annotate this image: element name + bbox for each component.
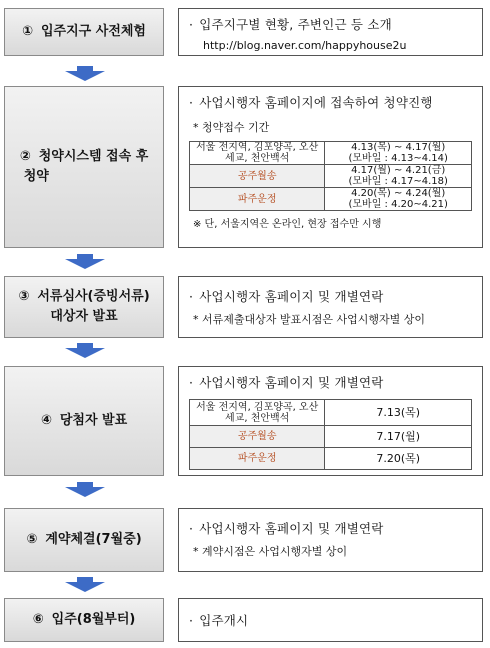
step-6-desc-line: 입주개시 (199, 613, 249, 628)
mobile-date-range: (모바일 : 4.20~4.21) (348, 199, 448, 210)
table-row (190, 400, 472, 426)
step-5-title: 계약체결(7월중) (45, 532, 142, 547)
step-2-number: ② (19, 149, 31, 164)
region-cell: 공주월송 (190, 426, 325, 448)
step-2-description (178, 86, 483, 248)
step-6-title: 입주(8월부터) (51, 612, 136, 627)
date-cell: 7.17(월) (325, 426, 472, 448)
region-cell: 공주월송 (190, 165, 325, 188)
bullet: · (189, 375, 194, 390)
date-cell: 7.20(목) (325, 448, 472, 470)
date-cell (325, 165, 472, 188)
step-4-description (178, 366, 483, 476)
bullet: · (189, 95, 194, 110)
arrow-down-icon (65, 582, 105, 592)
step-3-desc-line: 사업시행자 홈페이지 및 개별연락 (199, 289, 384, 304)
blog-url: http://blog.naver.com/happyhouse2u (203, 39, 407, 52)
table-row (190, 426, 472, 448)
step-5-desc-line: 사업시행자 홈페이지 및 개별연락 (199, 521, 384, 536)
bullet: · (189, 613, 194, 628)
step-5-number: ⑤ (26, 532, 38, 547)
region-cell: 서울 전지역, 김포양곡, 오산세교, 천안백석 (190, 142, 325, 165)
step-5-description (178, 508, 483, 572)
table-row (190, 165, 472, 188)
step-2-title-line2: 청약 (23, 169, 49, 184)
step-1-box (4, 8, 164, 56)
seoul-note: ※ 단, 서울지역은 온라인, 현장 접수만 시행 (193, 219, 382, 230)
step-5-box (4, 508, 164, 572)
application-period-label: * 청약접수 기간 (193, 121, 270, 134)
bullet: · (189, 289, 194, 304)
step-4-desc-line: 사업시행자 홈페이지 및 개별연락 (199, 375, 384, 390)
region-cell: 파주운정 (190, 188, 325, 211)
bullet: · (189, 17, 194, 32)
table-row (190, 448, 472, 470)
step-6-description (178, 598, 483, 642)
step-1-desc-line: 입주지구별 현황, 주변인근 등 소개 (199, 17, 392, 32)
date-range: 4.20(목) ~ 4.24(월) (351, 188, 446, 199)
step-1-title: 입주지구 사전체험 (41, 24, 146, 39)
bullet: · (189, 521, 194, 536)
step-3-title-line1: 서류심사(증빙서류) (37, 289, 150, 304)
step-2-box (4, 86, 164, 248)
arrow-down-icon (65, 259, 105, 269)
step-6-number: ⑥ (32, 612, 44, 627)
step-6-box (4, 598, 164, 642)
mobile-date-range: (모바일 : 4.13~4.14) (348, 153, 448, 164)
date-range: 4.13(목) ~ 4.17(월) (351, 142, 446, 153)
step-4-number: ④ (40, 413, 52, 428)
date-cell (325, 142, 472, 165)
table-row (190, 188, 472, 211)
application-schedule-table (189, 141, 472, 211)
arrow-down-icon (65, 487, 105, 497)
winner-announcement-table (189, 399, 472, 470)
date-cell (325, 188, 472, 211)
step-1-description (178, 8, 483, 56)
step-4-title: 당첨자 발표 (59, 413, 128, 428)
date-range: 4.17(월) ~ 4.21(금) (351, 165, 446, 176)
step-3-number: ③ (18, 289, 30, 304)
arrow-down-icon (65, 71, 105, 81)
date-cell: 7.13(목) (325, 400, 472, 426)
step-3-box (4, 276, 164, 338)
step-5-note: * 계약시점은 사업시행자별 상이 (193, 545, 348, 558)
step-4-box (4, 366, 164, 476)
region-cell: 파주운정 (190, 448, 325, 470)
step-3-note: * 서류제출대상자 발표시점은 사업시행자별 상이 (193, 313, 426, 326)
region-cell: 서울 전지역, 김포양곡, 오산세교, 천안백석 (190, 400, 325, 426)
mobile-date-range: (모바일 : 4.17~4.18) (348, 176, 448, 187)
step-3-description (178, 276, 483, 338)
arrow-down-icon (65, 348, 105, 358)
table-row (190, 142, 472, 165)
step-1-number: ① (21, 24, 33, 39)
step-3-title-line2: 대상자 발표 (50, 309, 118, 324)
step-2-title-line1: 청약시스템 접속 후 (38, 149, 149, 164)
step-2-desc-line: 사업시행자 홈페이지에 접속하여 청약진행 (199, 95, 433, 110)
